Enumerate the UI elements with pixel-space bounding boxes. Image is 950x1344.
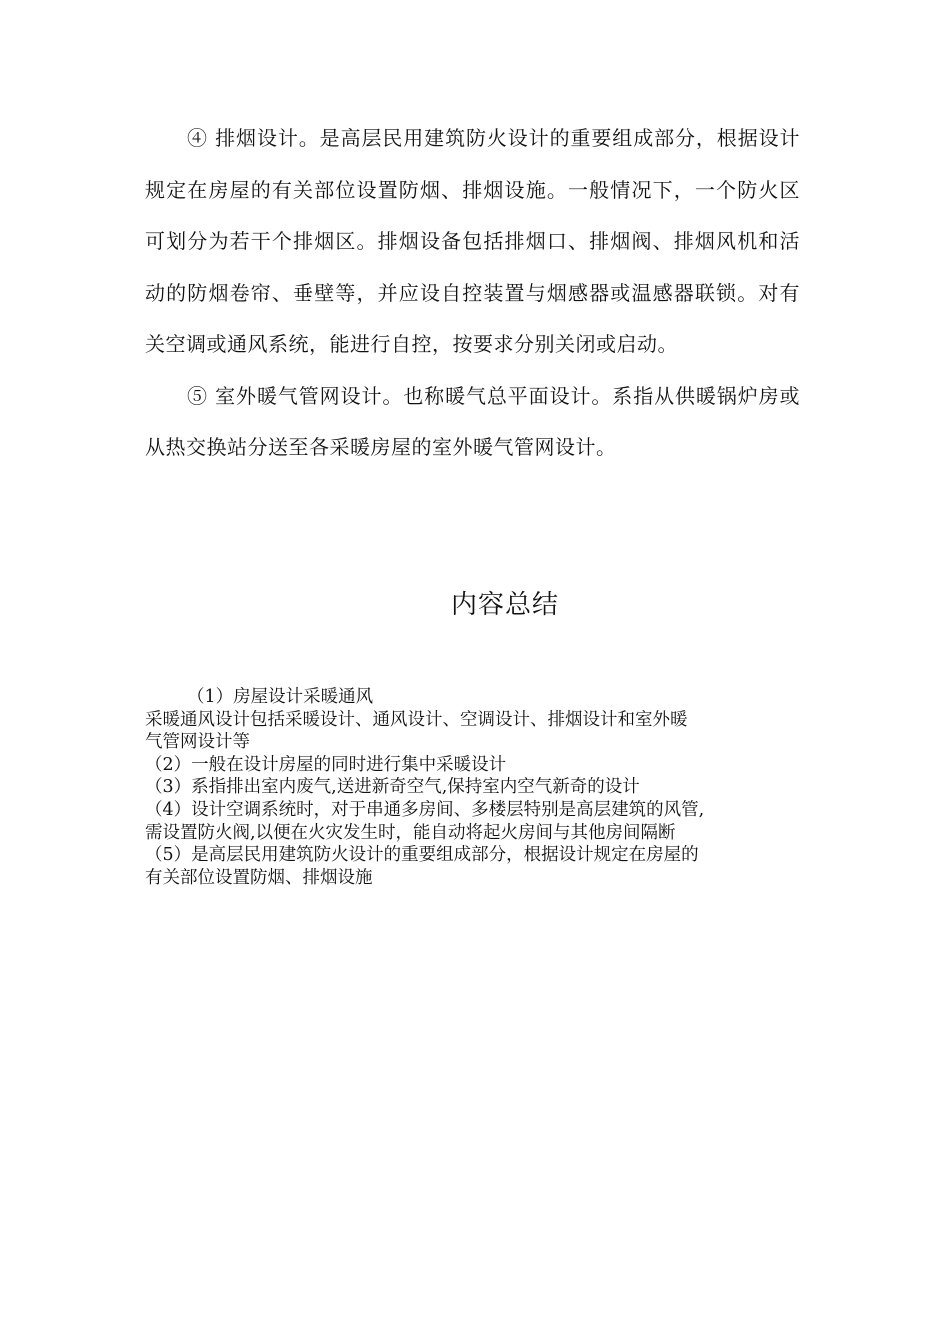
summary-line: （5）是高层民用建筑防火设计的重要组成部分，根据设计规定在房屋的 <box>145 845 699 866</box>
body-text <box>145 113 800 474</box>
summary-line: （1）房屋设计采暖通风 <box>187 687 374 707</box>
section-title: 内容总结 <box>450 590 559 620</box>
summary-line: （3）系指排出室内废气,送进新奇空气,保持室内空气新奇的设计 <box>145 777 640 798</box>
summary-line: （2）一般在设计房屋的同时进行集中采暖设计 <box>145 754 507 775</box>
paragraph-outdoor-heating-network: ⑤ 室外暖气管网设计。也称暖气总平面设计。系指从供暖锅炉房或从热交换站分送至各采暖房屋的室外暖气管网设计。 <box>145 383 800 459</box>
paragraph-smoke-exhaust-design: ④ 排烟设计。是高层民用建筑防火设计的重要组成部分，根据设计规定在房屋的有关部位设置防烟、排烟设施。一般情况下，一个防火区可划分为若干个排烟区。排烟设备包括排烟口、排烟阀、排烟风机和活动的防烟卷帘、垂壁等，并应设自控装置与烟感器或温感器联锁。对有关空调或通风系统，能进行自控，按要求分别关闭或启动。 <box>145 126 800 356</box>
summary-line: （4）设计空调系统时，对于串通多房间、多楼层特别是高层建筑的风管, <box>145 799 705 820</box>
summary-line: 有关部位设置防烟、排烟设施 <box>145 867 373 888</box>
summary-line: 需设置防火阀,以便在火灾发生时，能自动将起火房间与其他房间隔断 <box>145 822 676 843</box>
summary-line: 采暖通风设计包括采暖设计、通风设计、空调设计、排烟设计和室外暖 <box>145 709 688 730</box>
summary-block <box>145 686 810 889</box>
summary-line: 气管网设计等 <box>145 732 250 753</box>
